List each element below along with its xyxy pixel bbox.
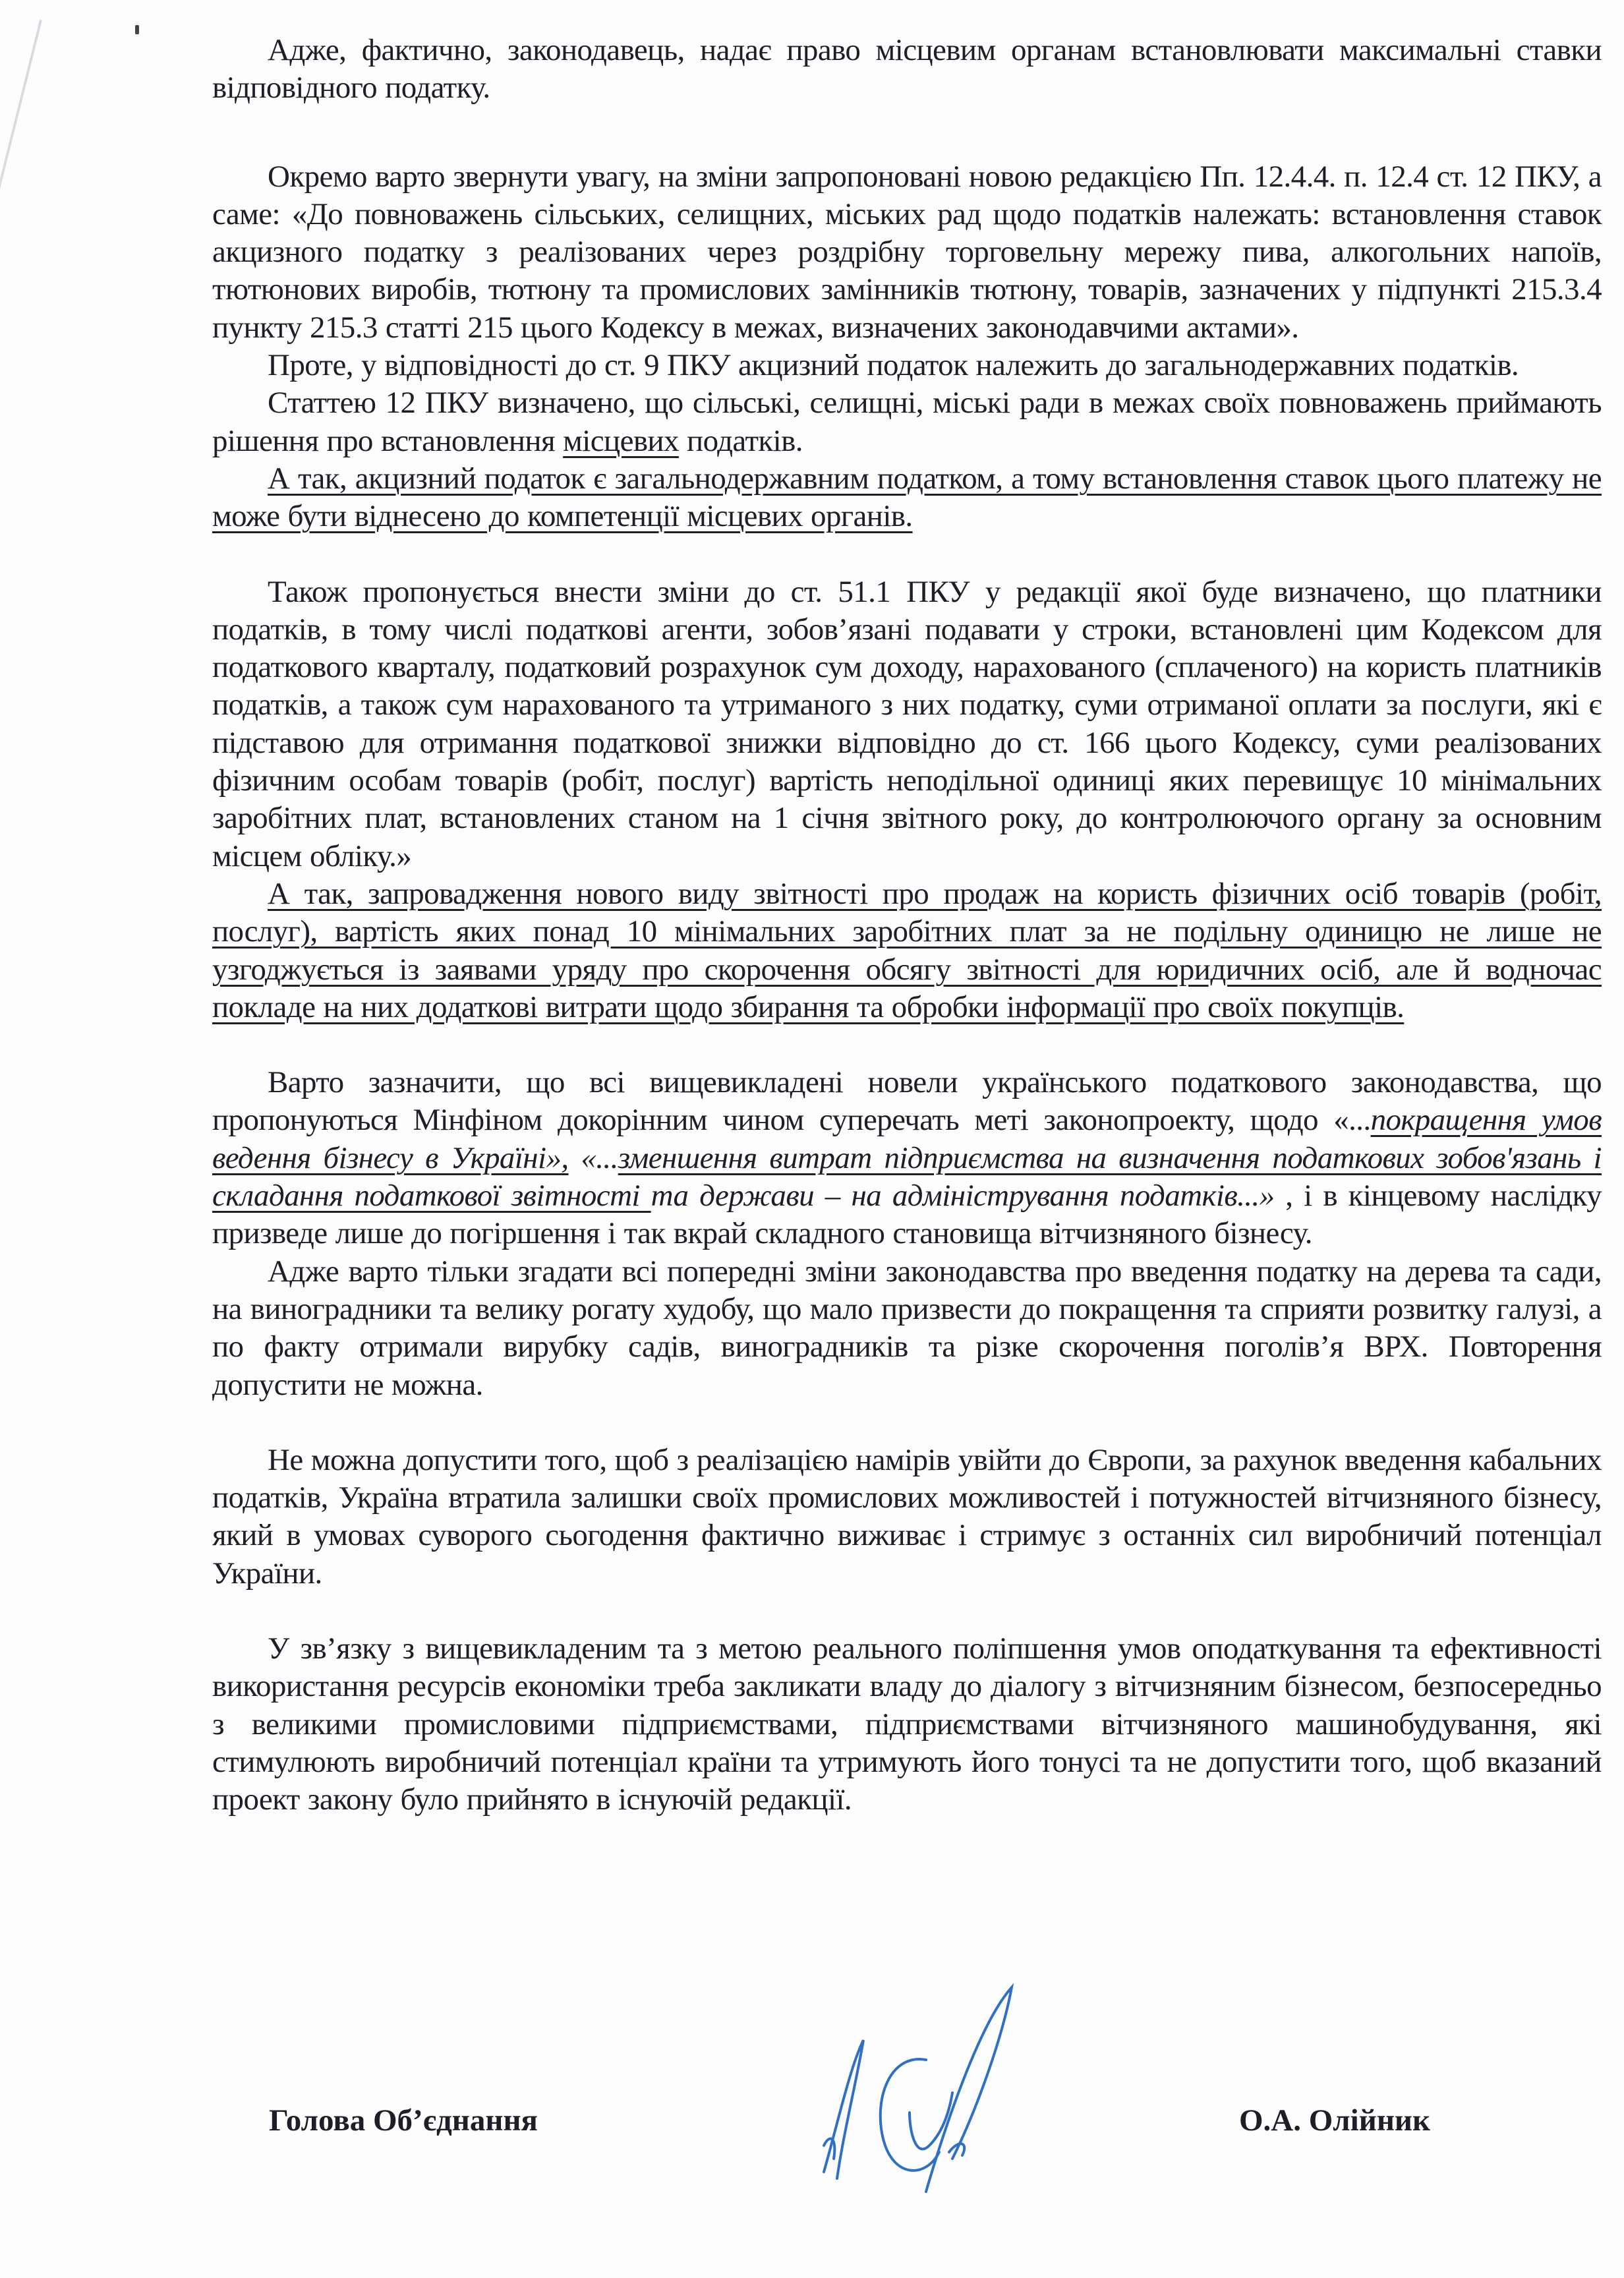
paragraph-previous-changes bbox=[212, 1253, 1602, 1404]
paragraph-excise-national bbox=[212, 347, 1602, 384]
quote-reduce-costs: зменшення витрат підприємства на визначення податкових зобов'язань і складання податкової звітності bbox=[212, 1140, 1602, 1213]
paragraph-text: Проте, у відповідності до ст. 9 ПКУ акцизний податок належить до загальнодержавних податків. bbox=[268, 348, 1519, 383]
scan-artifact-line bbox=[0, 20, 42, 1428]
paragraph-text: Адже варто тільки згадати всі попередні зміни законодавства про введення податку на дерева та сади, на виноградники та велику рогату худобу, що мало призвести до покращення та сприяти розвитку галузі, а по факту отримали вирубку садів, виноградників та різке скорочення поголів’я ВРХ. Повторення допустити не можна. bbox=[212, 1254, 1602, 1402]
signatory-position: Голова Об’єднання bbox=[269, 2103, 538, 2138]
paragraph-text: Також пропонується внести зміни до ст. 51.1 ПКУ у редакції якої буде визначено, що платники податків, в тому числі податкові агенти, зобов’язані подавати у строки, встановлені цим Кодексом для податкового кварталу, податковий розрахунок сум доходу, нарахованого (сплаченого) на користь платників податків, а також сум нарахованого та утриманого з них податку, суми отриманої оплати за послуги, які є підставою для отримання податкової знижки відповідно до ст. 166 цього Кодексу, суми реалізованих фізичним особам товарів (робіт, послуг) вартість неподільної одиниці яких перевищує 10 мінімальних заробітних плат, встановлених станом на 1 січня звітного року, до контролюючого органу за основним місцем обліку.» bbox=[212, 574, 1602, 873]
paragraph-text: податків. bbox=[678, 423, 803, 458]
quote-state-admin: та держави – на адміністрування податків...» bbox=[651, 1179, 1275, 1213]
underlined-conclusion: А так, запровадження нового виду звітності про продаж на користь фізичних осіб товарів (робіт, послуг), вартість яких понад 10 мінімальних заробітних плат за не подільну одиницю не лише не узгоджується із заявами уряду про скорочення обсягу звітності для юридичних осіб, але й водночас покладе на них додаткові витрати щодо збирання та обробки інформації про своїх покупців. bbox=[212, 876, 1602, 1024]
paragraph-minfin-contradiction bbox=[212, 1064, 1602, 1252]
paragraph-text: , і в кінцевому наслідку призведе лише до погіршення і так вкрай складного становища вітчизняного бізнесу. bbox=[212, 1179, 1602, 1251]
paragraph-text: Варто зазначити, що всі вищевикладені новели українського податкового законодавства, що пропонуються Мінфіном докорінним чином суперечать меті законопроекту, щодо «... bbox=[212, 1065, 1602, 1138]
paragraph-conclusion-excise bbox=[212, 460, 1602, 536]
paragraph-europe bbox=[212, 1442, 1602, 1592]
paragraph-article-51 bbox=[212, 573, 1602, 875]
document-body bbox=[212, 32, 1602, 1819]
paragraph-article-12 bbox=[212, 384, 1602, 460]
quote-business-conditions: покращення умов ведення бізнесу в Україні», bbox=[212, 1103, 1602, 1175]
signatory-name: О.А. Олійник bbox=[1239, 2103, 1431, 2138]
handwritten-signature bbox=[811, 1981, 1088, 2198]
underlined-local: місцевих bbox=[563, 423, 679, 458]
underlined-conclusion: А так, акцизний податок є загальнодержавним податком, а тому встановлення ставок цього платежу не може бути віднесено до компетенції місцевих органів. bbox=[212, 461, 1602, 534]
paragraph-call-to-dialogue bbox=[212, 1630, 1602, 1819]
quote-open: «... bbox=[568, 1140, 618, 1175]
paragraph-text: У зв’язку з вищевикладеним та з метою реального поліпшення умов оподаткування та ефективності використання ресурсів економіки треба закликати владу до діалогу з вітчизняним бізнесом, безпосередньо з великими промисловими підприємствами, підприємствами вітчизняного машинобудування, які стимулюють виробничий потенціал країни та утримують його тонусі та не допустити того, щоб вказаний проект закону було прийнято в існуючій редакції. bbox=[212, 1631, 1602, 1817]
paragraph-conclusion-reporting bbox=[212, 875, 1602, 1026]
paragraph-text: Статтею 12 ПКУ визначено, що сільські, селищні, міські ради в межах своїх повноважень приймають рішення про встановлення bbox=[212, 386, 1602, 458]
paragraph-text: Не можна допустити того, щоб з реалізацією намірів увійти до Європи, за рахунок введення кабальних податків, Україна втратила залишки своїх промислових можливостей і потужностей вітчизняного бізнесу, який в умовах суворого сьогодення фактично виживає і стримує з останніх сил виробничий потенціал України. bbox=[212, 1442, 1602, 1591]
paragraph-proposed-changes bbox=[212, 158, 1602, 347]
paragraph-text: Окремо варто звернути увагу, на зміни запропоновані новою редакцією Пп. 12.4.4. п. 12.4 ст. 12 ПКУ, а саме: «До повноважень сільських, селищних, міських рад щодо податків належать: встановлення ставок акцизного податку з реалізованих через роздрібну торговельну мережу пива, алкогольних напоїв, тютюнових виробів, тютюну та промислових замінників тютюну, товарів, зазначених у підпункті 215.3.4 пункту 215.3 статті 215 цього Кодексу в межах, визначених законодавчими актами». bbox=[212, 159, 1602, 345]
paragraph-local-rates bbox=[212, 32, 1602, 107]
paragraph-text: Адже, фактично, законодавець, надає право місцевим органам встановлювати максимальні ставки відповідного податку. bbox=[212, 33, 1602, 105]
scan-speck bbox=[135, 25, 139, 34]
